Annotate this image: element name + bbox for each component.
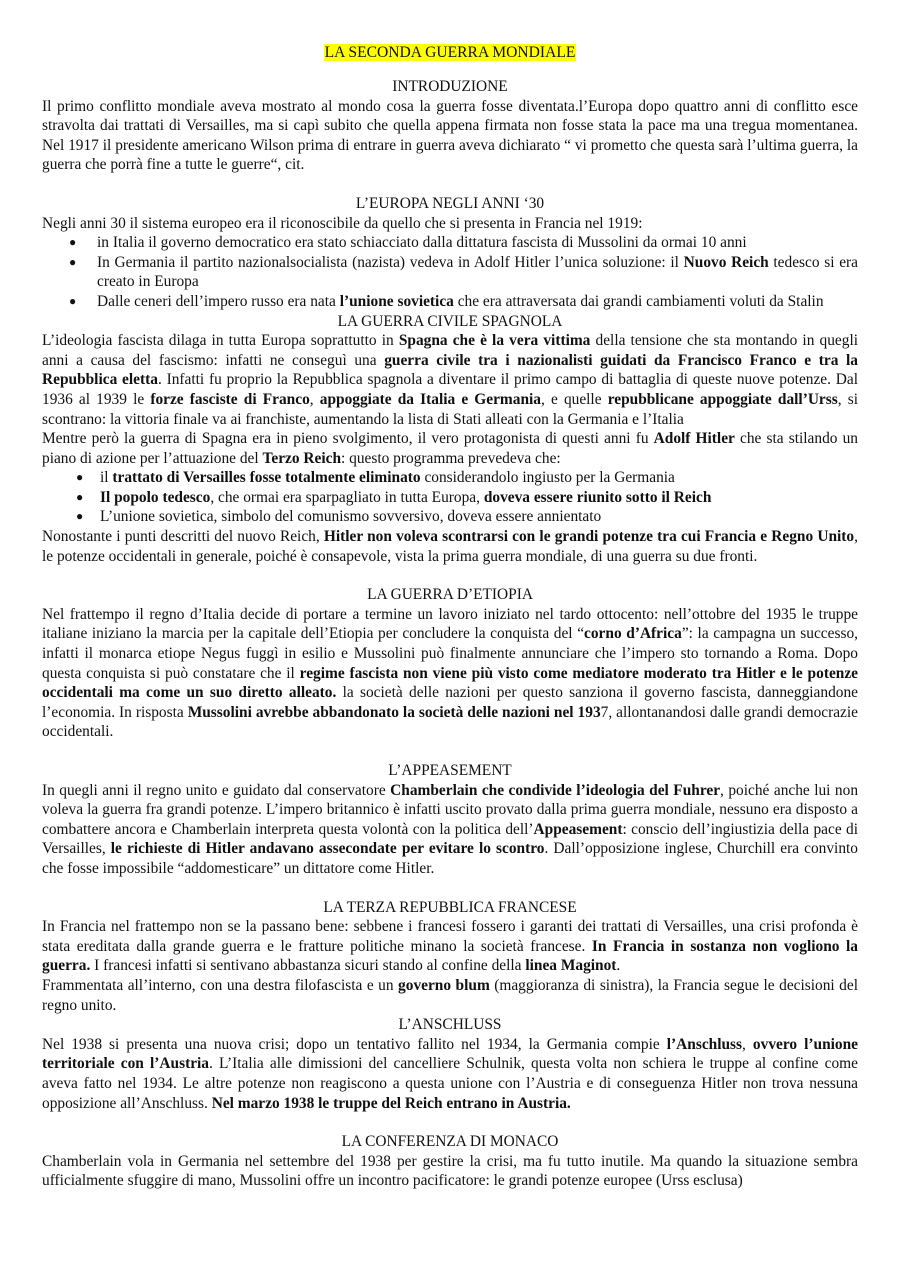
text-run: Nel 1938 si presenta una nuova crisi; dopo un tentativo fallito nel 1934, la Germania compie [42, 1035, 667, 1053]
bold-text: le richieste di Hitler andavano assecondate per evitare lo scontro [110, 840, 545, 858]
bullet-icon: ● [69, 254, 77, 269]
bold-text: governo blum [398, 976, 490, 994]
list-item [76, 468, 858, 488]
bold-text: guerra civile tra i nazionalisti guidati da Francisco Franco e tra la Repubblica eletta [42, 351, 858, 389]
bold-text: trattato di Versailles fosse totalmente eliminato [112, 469, 421, 487]
text-run: che era attraversata dai grandi cambiamenti voluti da Stalin [453, 292, 824, 310]
heading-conferenza-monaco: LA CONFERENZA DI MONACO [341, 1133, 559, 1151]
bold-text: Appeasement [533, 820, 623, 838]
text-run: , le potenze occidentali in generale, poiché è consapevole, vista la prima guerra mondiale, di una guerra su due fronti. [42, 528, 858, 565]
bold-text: Nuovo Reich [683, 253, 769, 271]
bullet-icon: ● [69, 293, 77, 308]
text-run: Frammentata all’interno, con una destra filofascista e un [42, 976, 399, 994]
bold-text: regime fascista non viene più visto come mediatore moderato tra Hitler e le potenze occidentali ma come un suo diretto alleato. [42, 664, 858, 702]
paragraph-introduzione: Il primo conflitto mondiale aveva mostrato al mondo cosa la guerra fosse diventata.l’Europa dopo quattro anni di conflitto esce stravolta dai trattati di Versailles, ma si capì subito che quella appena firmata non fosse stata la pace ma una tregua momentanea. Nel 1917 il presidente americano Wilson prima di entrare in guerra aveva dichiarato “ vi prometto che questa sarà l’ultima guerra, la guerra che porrà fine a tutte le guerre“, cit. [42, 97, 858, 174]
text-run: : conscio dell’ingiustizia della pace di Versailles, [42, 820, 859, 858]
text-run: , e quelle [540, 390, 608, 408]
list-europa [42, 233, 858, 311]
text-run: , [309, 390, 320, 408]
bullet-icon: ● [69, 235, 77, 250]
text-run: , poiché anche lui non voleva la guerra fra grandi potenze. L’impero britannico è infatti uscito provato dalla prima guerra mondiale, nessuno era disposto a combattere ancora e Chamberlain interpreta questa volontà con la politica dell’ [42, 781, 859, 838]
bold-text: doveva essere riunito sotto il Reich [483, 488, 712, 506]
text-run: ”: la campagna un successo, infatti il monarca etiope Negus fuggì in esilio e Mussolini può finalmente annunciare che l’impero sto tornando a Roma. Dopo questa conquista si può constatare che il [42, 625, 858, 682]
bullet-icon: ● [76, 489, 84, 504]
text-run: In quegli anni il regno unito e guidato dal conservatore [42, 781, 391, 799]
paragraph-hitler-piano [42, 429, 858, 468]
paragraph-francia [42, 917, 858, 976]
list-item [76, 507, 858, 527]
text-run: in Italia il governo democratico era stato schiacciato dalla dittatura fascista di Mussolini da ormai 10 anni [97, 234, 747, 252]
bold-text: Terzo Reich [262, 449, 342, 467]
heading-introduzione: INTRODUZIONE [392, 78, 508, 95]
text-run: Nel frattempo il regno d’Italia decide di portare a termine un lavoro iniziato nel tardo ottocento: nell’ottobre del 1935 le truppe italiane iniziano la marcia per la capitale dell’Etiopia per concludere la conquista del “ [42, 605, 858, 643]
text-run: la società delle nazioni per questo sanziona il governo fascista, danneggiandone l’economia. In risposta [42, 684, 859, 721]
bullet-icon: ● [76, 470, 84, 485]
text-run: Nonostante i punti descritti del nuovo Reich, [42, 528, 324, 546]
bold-text: appoggiate da Italia e Germania [319, 390, 541, 408]
text-run: , [742, 1035, 753, 1053]
bullet-icon: ● [76, 509, 84, 524]
bold-text: Il popolo tedesco [100, 488, 211, 506]
bold-text: Spagna che è la vera vittima [398, 332, 591, 350]
list-item [69, 253, 858, 292]
list-item [69, 292, 858, 312]
text-run: (maggioranza di sinistra), la Francia segue le decisioni del regno unito. [42, 976, 858, 1014]
bold-text: In Francia in sostanza non vogliono la guerra. [42, 937, 858, 975]
document-title: LA SECONDA GUERRA MONDIALE [324, 44, 576, 61]
paragraph-appeasement [42, 781, 858, 879]
text-run: considerandolo ingiusto per la Germania [420, 469, 675, 487]
title-block [42, 42, 858, 64]
text-run: 7, allontanandosi dalle grandi democrazie occidentali. [42, 703, 858, 741]
text-run: Dalle ceneri dell’impero russo era nata [97, 292, 340, 310]
text-run: . [616, 957, 621, 975]
text-run: il [100, 469, 113, 487]
paragraph-spagna [42, 331, 858, 429]
paragraph-nuovo-reich [42, 527, 858, 566]
list-terzo-reich [42, 468, 858, 527]
bold-text: corno d’Africa [584, 625, 682, 643]
paragraph-francia-frammentata [42, 976, 858, 1015]
text-run: . Infatti fu proprio la Repubblica spagnola a diventare il primo campo di battaglia di queste nuove potenze. Dal 1936 al 1939 le [42, 371, 858, 408]
bold-text: l’Anschluss [666, 1035, 743, 1053]
bold-text: ovvero l’unione territoriale con l’Austria [42, 1035, 858, 1073]
text-run: . Dall’opposizione inglese, Churchill era convinto che fosse impossibile “addomesticare” un dittatore come Hitler. [42, 840, 859, 877]
list-item [76, 488, 858, 508]
paragraph-monaco: Chamberlain vola in Germania nel settembre del 1938 per gestire la crisi, ma fu tutto inutile. Ma quando la situazione sembra ufficialmente sfuggire di mano, Mussolini offre un incontro pacificatore: le grandi potenze europee (Urss esclusa) [42, 1152, 858, 1190]
bold-text: Nel marzo 1938 le truppe del Reich entrano in Austria. [211, 1094, 571, 1112]
heading-terza-repubblica: LA TERZA REPUBBLICA FRANCESE [323, 898, 577, 916]
text-run: , si scontrano: la vittoria finale va ai franchiste, aumentando la lista di Stati alleati con la Germania e l’Italia [42, 390, 859, 428]
bold-text: Hitler non voleva scontrarsi con le grandi potenze tra cui Francia e Regno Unito [323, 528, 855, 546]
text-run: Mentre però la guerra di Spagna era in pieno svolgimento, il vero protagonista di questi anni fu [42, 430, 654, 448]
text-run: della tensione che sta montando in quegli anni a causa del fascismo: infatti ne conseguì una [42, 332, 858, 369]
bold-text: l’unione sovietica [339, 292, 454, 310]
text-run: che sta stilando un piano di azione per l’attuazione del [42, 430, 858, 467]
heading-appeasement: L’APPEASEMENT [388, 762, 512, 779]
text-run: L’unione sovietica, simbolo del comunismo sovversivo, doveva essere annientato [100, 508, 602, 526]
text-run: I francesi infatti si sentivano abbastanza sicuri stando al confine della [90, 957, 526, 975]
text-run: tedesco si era creato in Europa [97, 253, 858, 291]
heading-anschluss: L’ANSCHLUSS [398, 1016, 502, 1034]
bold-text: Chamberlain che condivide l’ideologia del Fuhrer [390, 781, 721, 799]
paragraph-etiopia [42, 605, 858, 742]
text-run: In Francia nel frattempo non se la passano bene: sebbene i francesi fossero i garanti dei trattati di Versailles, una crisi profonda è stata ereditata dalla grande guerra e le fratture politiche minano la società francese. [42, 918, 858, 955]
heading-guerra-etiopia: LA GUERRA D’ETIOPIA [367, 586, 533, 604]
paragraph-europa: Negli anni 30 il sistema europeo era il riconoscibile da quello che si presenta in Francia nel 1919: [42, 214, 643, 232]
text-run: : questo programma prevedeva che: [341, 449, 561, 467]
bold-text: linea Maginot [525, 957, 617, 975]
text-run: L’ideologia fascista dilaga in tutta Europa soprattutto in [42, 332, 399, 350]
text-run: , che ormai era sparpagliato in tutta Europa, [210, 488, 484, 506]
heading-europa-anni-30: L’EUROPA NEGLI ANNI ‘30 [355, 194, 545, 212]
bold-text: repubblicane appoggiate dall’Urss [607, 390, 838, 408]
bold-text: forze fasciste di Franco [150, 390, 310, 408]
bold-text: Mussolini avrebbe abbandonato la società delle nazioni nel 193 [187, 703, 601, 721]
paragraph-anschluss [42, 1035, 858, 1113]
text-run: In Germania il partito nazionalsocialista (nazista) vedeva in Adolf Hitler l’unica soluzione: il [97, 253, 684, 271]
bold-text: Adolf Hitler [653, 430, 735, 448]
list-item [69, 233, 858, 253]
text-run: . L’Italia alle dimissioni del cancelliere Schulnik, questa volta non schiera le truppe al confine come aveva fatto nel 1934. Le altre potenze non reagiscono a questa unione con l’Austria e di conseguenza Hitler non trova nessuna opposizione all’Anschluss. [42, 1055, 858, 1112]
heading-guerra-civile-spagnola: LA GUERRA CIVILE SPAGNOLA [337, 312, 563, 330]
